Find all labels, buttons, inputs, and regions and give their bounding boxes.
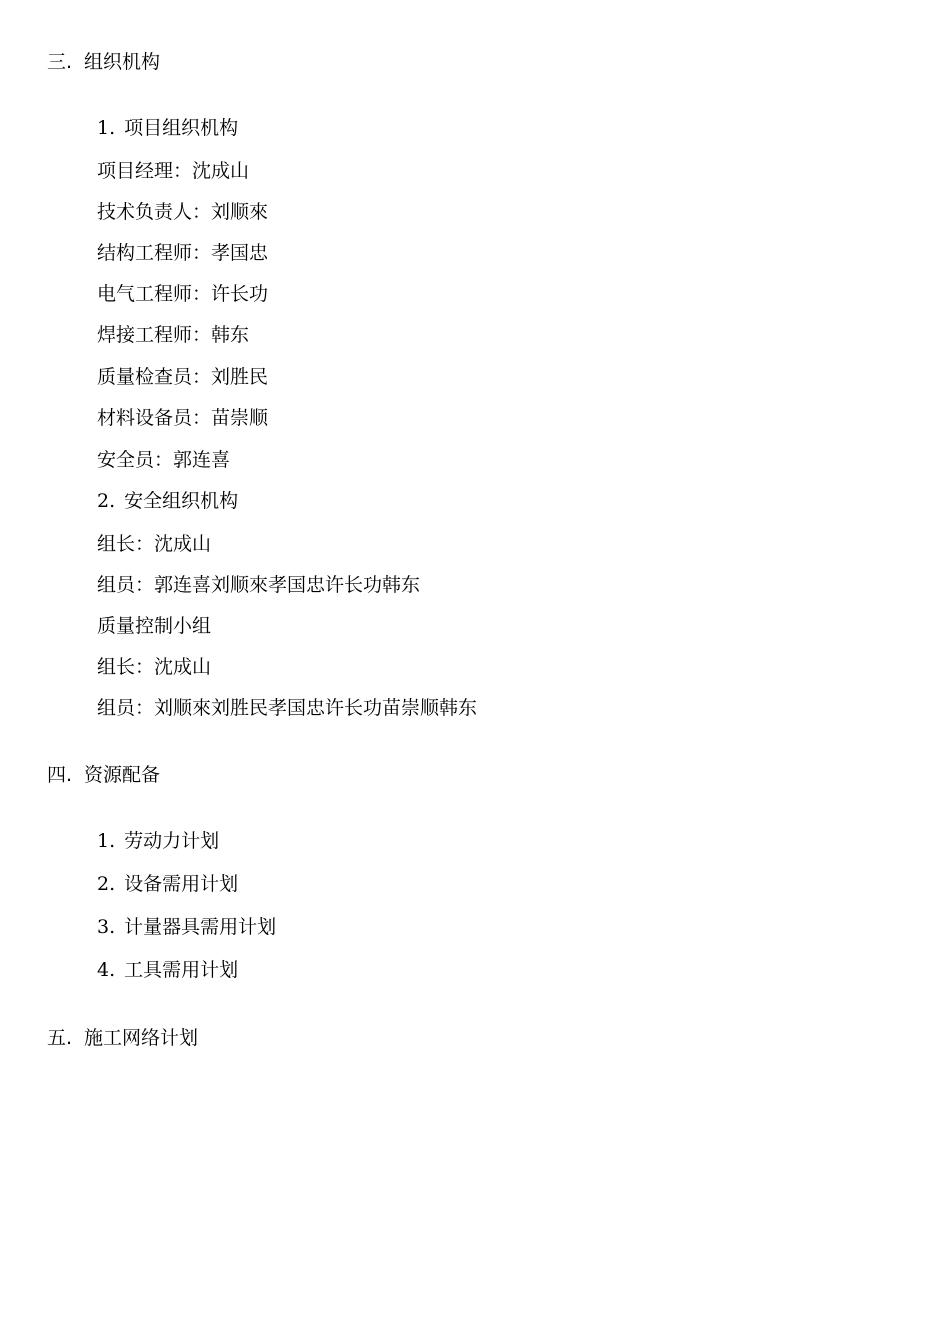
quality-control-group-title: 质量控制小组 <box>97 615 212 637</box>
list-number: 3. <box>97 916 116 938</box>
section-heading-organization <box>47 50 160 74</box>
staff-line-welding-engineer: 焊接工程师：韩东 <box>97 324 250 346</box>
section-heading-resources <box>47 763 160 787</box>
section-number: 四. <box>47 764 73 786</box>
staff-line-technical-lead: 技术负责人：刘顺來 <box>97 201 269 223</box>
list-text: 设备需用计划 <box>124 873 239 895</box>
subheading-project-organization <box>97 116 238 140</box>
quality-group-leader: 组长：沈成山 <box>97 656 212 678</box>
section-number: 五. <box>47 1027 73 1049</box>
list-number: 2. <box>97 490 116 512</box>
section-title: 组织机构 <box>84 51 161 73</box>
list-text: 项目组织机构 <box>124 117 239 139</box>
resource-item-measuring-instruments-plan <box>97 915 276 939</box>
subheading-safety-organization <box>97 489 238 513</box>
list-text: 计量器具需用计划 <box>124 916 277 938</box>
staff-line-project-manager: 项目经理：沈成山 <box>97 160 250 182</box>
section-number: 三. <box>47 51 73 73</box>
staff-line-structural-engineer: 结构工程师：孝国忠 <box>97 242 269 264</box>
list-number: 2. <box>97 873 116 895</box>
staff-line-quality-inspector: 质量检查员：刘胜民 <box>97 366 269 388</box>
safety-group-members: 组员：郭连喜刘顺來孝国忠许长功韩东 <box>97 574 421 596</box>
list-number: 1. <box>97 117 116 139</box>
staff-line-safety-officer: 安全员：郭连喜 <box>97 449 231 471</box>
safety-group-leader: 组长：沈成山 <box>97 533 212 555</box>
section-title: 资源配备 <box>84 764 161 786</box>
resource-item-equipment-plan <box>97 872 238 896</box>
list-text: 安全组织机构 <box>124 490 239 512</box>
list-text: 工具需用计划 <box>124 959 239 981</box>
staff-line-electrical-engineer: 电气工程师：许长功 <box>97 283 269 305</box>
list-text: 劳动力计划 <box>124 830 220 852</box>
section-heading-construction-network-plan <box>47 1026 198 1050</box>
list-number: 1. <box>97 830 116 852</box>
section-title: 施工网络计划 <box>84 1027 199 1049</box>
resource-item-tools-plan <box>97 958 238 982</box>
staff-line-material-equipment: 材料设备员：苗崇顺 <box>97 407 269 429</box>
quality-group-members: 组员：刘顺來刘胜民孝国忠许长功苗崇顺韩东 <box>97 697 478 719</box>
resource-item-labor-plan <box>97 829 219 853</box>
list-number: 4. <box>97 959 116 981</box>
